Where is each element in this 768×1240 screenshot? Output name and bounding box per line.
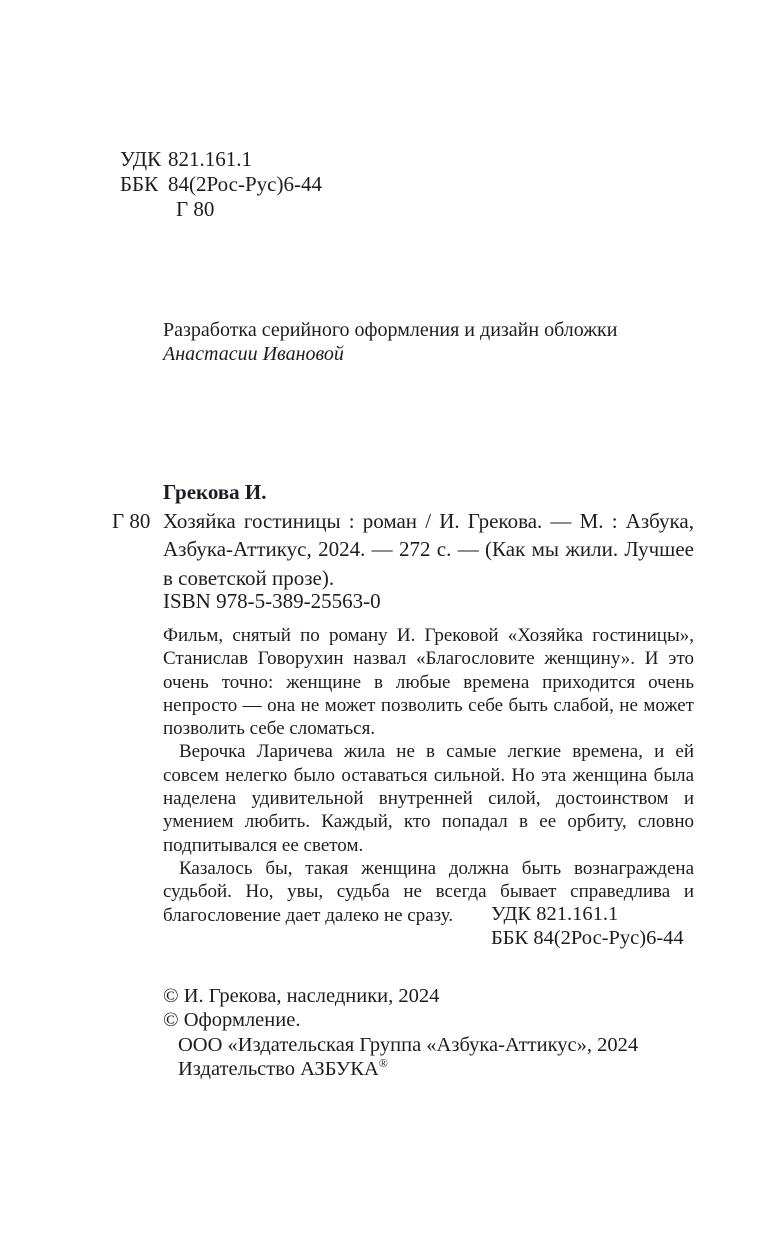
annotation-block [163,624,694,927]
design-credit-block [163,318,617,367]
bottom-bbk-line: ББК 84(2Рос-Рус)6-44 [491,927,684,950]
catalog-entry [112,507,694,593]
copyright-azbuka-line [163,1057,638,1081]
catalog-sign: Г 80 [112,508,151,533]
catalog-author: Грекова И. [163,480,267,504]
copyright-author-line: © И. Грекова, наследники, 2024 [163,985,440,1007]
annotation-paragraph: Верочка Ларичева жила не в самые легкие времена, и ей совсем нелегко было оставаться сильной. Но эта женщина была наделена удивительной внутренней силой, достоинством и умением любить. Каждый, кто попадал в ее орбиту, словно подпитывался ее светом. [163,741,694,856]
publisher-name: Издательство АЗБУКА [178,1057,379,1080]
bbk-value: 84(2Рос-Рус)6-44 [168,172,322,196]
author-sign-line: Г 80 [176,197,215,221]
annotation-paragraph: Фильм, снятый по роману И. Грековой «Хозяйка гостиницы», Станислав Говорухин назвал «Благословите женщину». И это очень точно: женщине в любые времена приходится очень непросто — она не может позволить себе быть слабой, не может позволить себе сломаться. [163,625,694,740]
bbk-line [120,172,322,197]
bottom-udk-line: УДК 821.161.1 [491,903,619,925]
catalog-description: Хозяйка гостиницы : роман / И. Грекова. — М. : Азбука, Азбука-Аттикус, 2024. — 272 с. — (Как мы жили. Лучшее в советской прозе). [163,508,694,590]
udk-label: УДК [120,147,162,171]
udk-value: 821.161.1 [168,147,252,171]
designer-name: Анастасии Ивановой [163,343,344,366]
bottom-codes-block [491,902,684,951]
registered-trademark-symbol: ® [378,1056,388,1071]
copyright-design-line: © Оформление. [163,1009,301,1032]
design-credit-text: Разработка серийного оформления и дизайн обложки [163,319,618,341]
udk-line [120,147,322,172]
top-codes-block [120,147,322,222]
copyright-publisher-group-line: ООО «Издательская Группа «Азбука-Аттикус», 2024 [178,1033,639,1056]
annotation-paragraph: Казалось бы, такая женщина должна быть вознаграждена судьбой. Но, увы, судьба не всегда бывает справедлива и благословение дает далеко не сразу. [163,857,694,926]
isbn-line: ISBN 978-5-389-25563-0 [163,589,381,613]
bbk-label: ББК [120,172,159,196]
catalog-card [112,478,694,592]
copyright-block [163,984,638,1081]
